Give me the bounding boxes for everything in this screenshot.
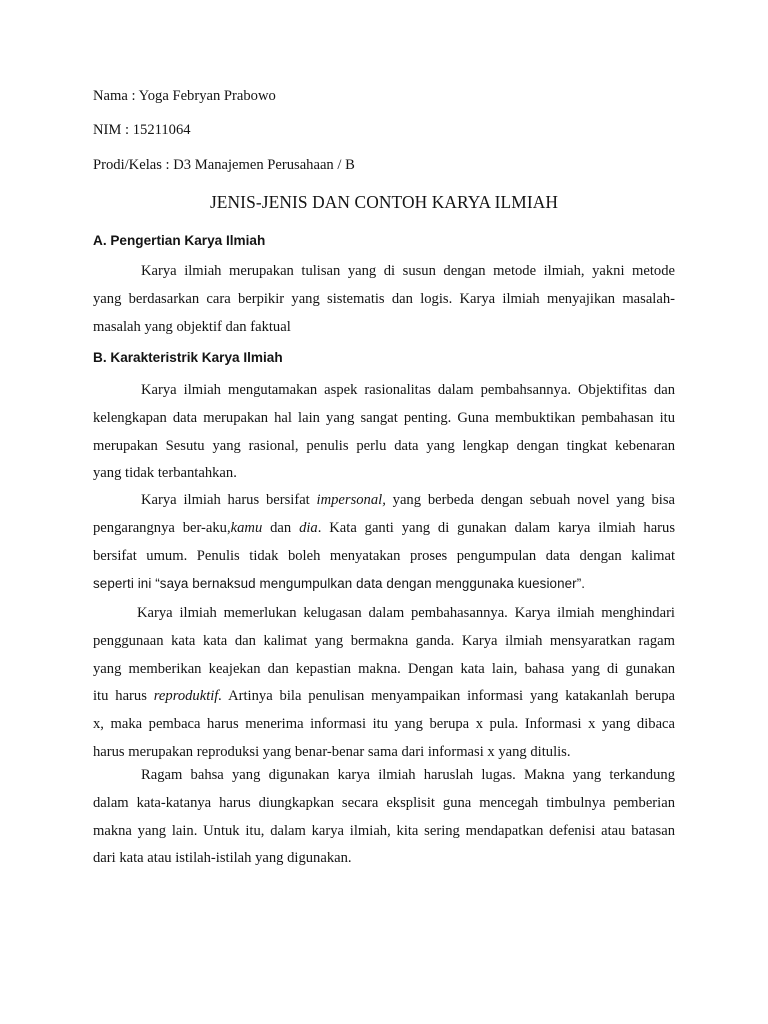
text-line: harus merupakan reproduksi yang benar-benar sama dari informasi x yang ditulis. <box>93 743 571 760</box>
section-a-heading: A. Pengertian Karya Ilmiah <box>93 233 266 248</box>
page-title: JENIS-JENIS DAN CONTOH KARYA ILMIAH <box>209 192 559 212</box>
text-line: seperti ini “saya bernaksud mengumpulkan data dengan menggunaka kuesioner”. <box>93 576 586 592</box>
section-b-paragraph-1 <box>93 377 675 488</box>
text-line: yang memberikan keajekan dan kepastian makna. Dengan kata lain, bahasa yang di gunakan <box>93 660 675 677</box>
text-line <box>93 683 675 711</box>
text-line: yang berdasarkan cara berpikir yang sistematis dan logis. Karya ilmiah menyajikan masalah- <box>93 290 675 307</box>
text-line: dari kata atau istilah-istilah yang digunakan. <box>93 850 352 867</box>
text-line: kelengkapan data merupakan hal lain yang sangat penting. Guna membuktikan pembahasan itu <box>93 409 675 426</box>
italic-text: kamu <box>230 519 263 536</box>
text-line: Ragam bahsa yang digunakan karya ilmiah haruslah lugas. Makna yang terkandung <box>141 767 675 783</box>
text-run: Karya ilmiah harus bersifat <box>141 492 317 508</box>
text-line: masalah yang objektif dan faktual <box>93 318 291 335</box>
student-program: Prodi/Kelas : D3 Manajemen Perusahaan / B <box>93 157 355 173</box>
text-line: makna yang lain. Untuk itu, dalam karya ilmiah, kita sering mendapatkan defenisi atau batasan <box>93 822 675 839</box>
section-a-paragraph <box>93 258 675 341</box>
section-b-paragraph-4 <box>93 762 675 873</box>
text-line: merupakan Sesutu yang rasional, penulis perlu data yang lengkap dengan tingkat kebenaran <box>93 437 675 454</box>
text-line <box>93 515 675 543</box>
text-line: bersifat umum. Penulis tidak boleh menyatakan proses pengumpulan data dengan kalimat <box>93 547 675 564</box>
text-line: penggunaan kata kata dan kalimat yang bermakna ganda. Karya ilmiah mensyaratkan ragam <box>93 632 675 649</box>
text-run: itu harus <box>93 688 154 705</box>
text-line: Karya ilmiah mengutamakan aspek rasionalitas dalam pembahsannya. Objektifitas dan <box>141 382 675 398</box>
text-run: . Kata ganti yang di gunakan dalam karya ilmiah harus <box>317 519 676 536</box>
text-run: dan <box>262 519 300 536</box>
italic-text: dia <box>299 519 318 536</box>
italic-text: impersonal, <box>316 492 386 508</box>
section-b-heading: B. Karakteristrik Karya Ilmiah <box>93 350 283 365</box>
section-b-paragraph-3 <box>93 600 675 767</box>
text-line <box>93 487 675 515</box>
text-line: Karya ilmiah memerlukan kelugasan dalam pembahasannya. Karya ilmiah menghindari <box>137 605 675 621</box>
student-nim: NIM : 15211064 <box>93 122 191 138</box>
section-b-paragraph-2 <box>93 487 675 598</box>
text-line: Karya ilmiah merupakan tulisan yang di susun dengan metode ilmiah, yakni metode <box>141 263 675 279</box>
text-run: Artinya bila penulisan menyampaikan informasi yang katakanlah berupa <box>222 688 675 705</box>
italic-text: reproduktif. <box>153 688 223 705</box>
student-name: Nama : Yoga Febryan Prabowo <box>93 88 276 104</box>
text-run: pengarangnya ber-aku, <box>93 519 231 536</box>
text-line: yang tidak terbantahkan. <box>93 465 237 482</box>
text-line: dalam kata-katanya harus diungkapkan secara eksplisit guna mencegah timbulnya pemberian <box>93 794 675 811</box>
text-run: yang berbeda dengan sebuah novel yang bisa <box>385 492 675 508</box>
text-line: x, maka pembaca harus menerima informasi itu yang berupa x pula. Informasi x yang dibaca <box>93 716 675 733</box>
